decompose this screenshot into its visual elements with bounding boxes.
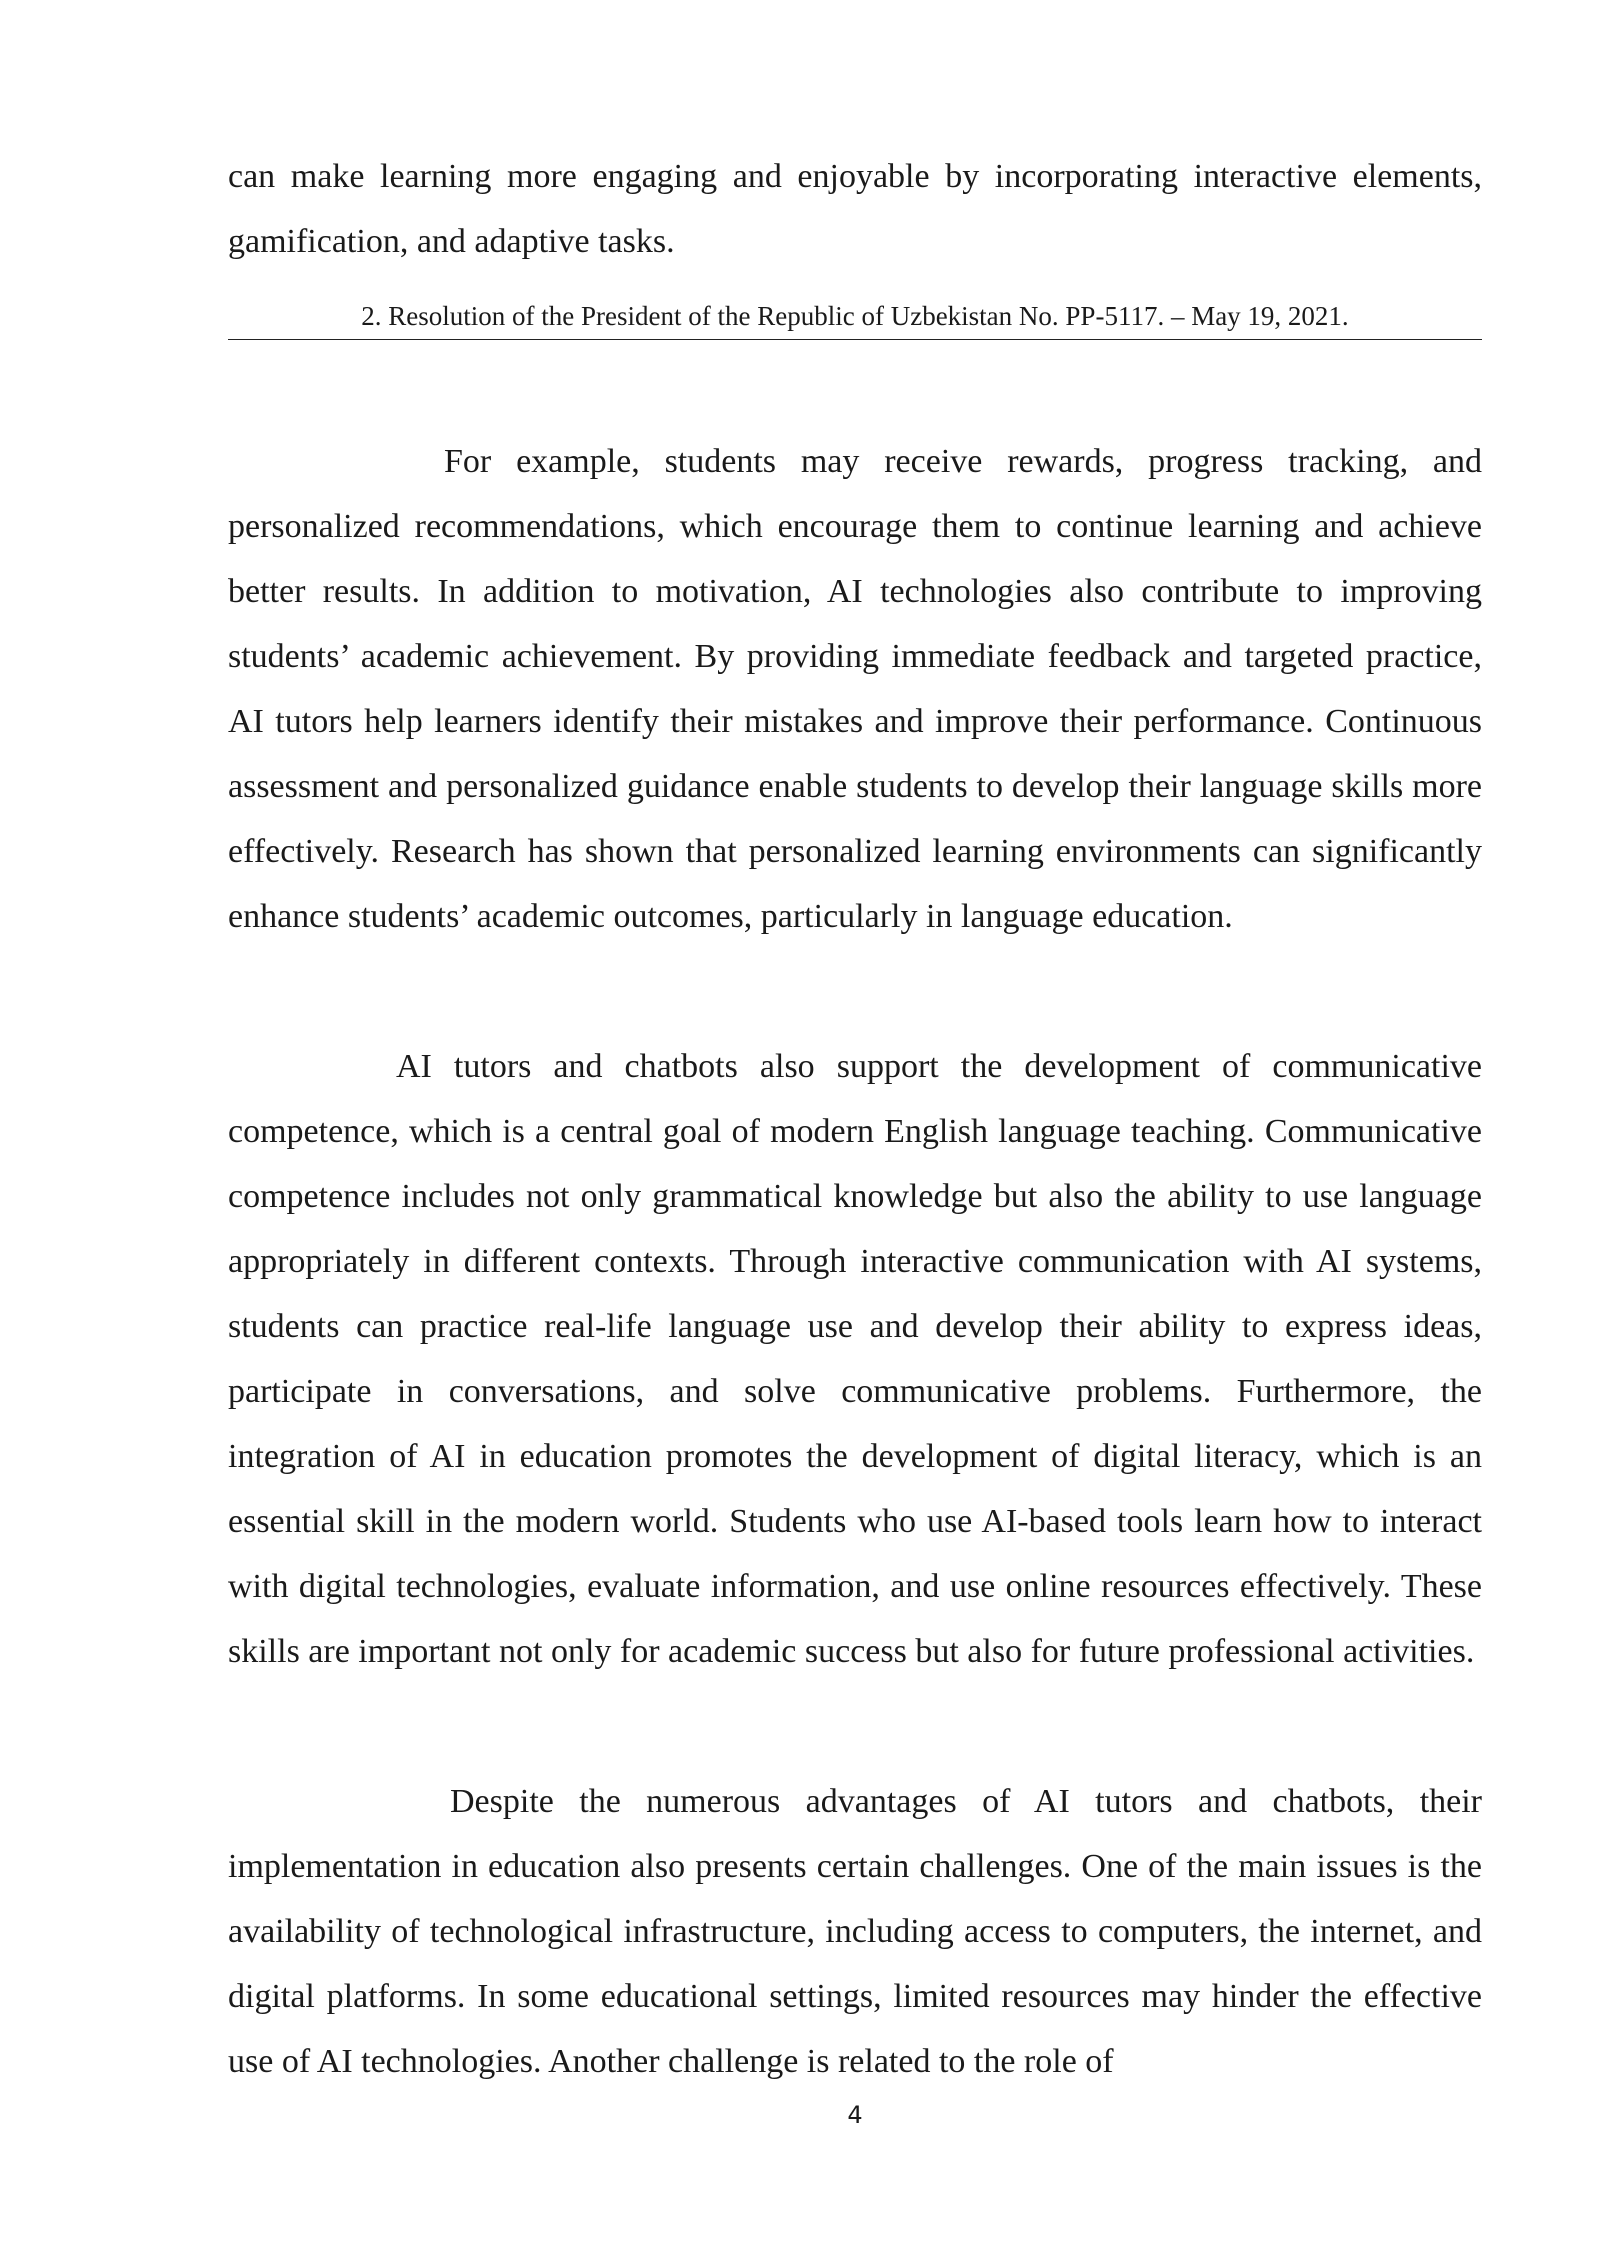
footnote: 2. Resolution of the President of the Republic of Uzbekistan No. PP-5117. – May 19, 2021.: [361, 301, 1349, 331]
body-paragraph-2: AI tutors and chatbots also support the development of communicative competence, which is a central goal of modern English language teaching. Communicative competence includes not only grammatical knowledge but also the ability to use language appropriately in different contexts. Through interactive communication with AI systems, students can practice real-life language use and develop their ability to express ideas, participate in conversations, and solve communicative problems. Furthermore, the integration of AI in education promotes the development of digital literacy, which is an essential skill in the modern world. Students who use AI-based tools learn how to interact with digital technologies, evaluate information, and use online resources effectively. These skills are important not only for academic success but also for future professional activities.: [228, 1048, 1482, 1670]
body-paragraph-3: Despite the numerous advantages of AI tutors and chatbots, their implementation in education also presents certain challenges. One of the main issues is the availability of technological infrastructure, including access to computers, the internet, and digital platforms. In some educational settings, limited resources may hinder the effective use of AI technologies. Another challenge is related to the role of: [228, 1783, 1482, 2080]
footnote-divider: [228, 339, 1482, 340]
page-number: 4: [847, 2101, 863, 2129]
continuation-paragraph: can make learning more engaging and enjoyable by incorporating interactive elements, gamification, and adaptive tasks.: [228, 158, 1482, 260]
body-paragraph-1: For example, students may receive rewards, progress tracking, and personalized recommendations, which encourage them to continue learning and achieve better results. In addition to motivation, AI technologies also contribute to improving students’ academic achievement. By providing immediate feedback and targeted practice, AI tutors help learners identify their mistakes and improve their performance. Continuous assessment and personalized guidance enable students to develop their language skills more effectively. Research has shown that personalized learning environments can significantly enhance students’ academic outcomes, particularly in language education.: [228, 443, 1482, 935]
